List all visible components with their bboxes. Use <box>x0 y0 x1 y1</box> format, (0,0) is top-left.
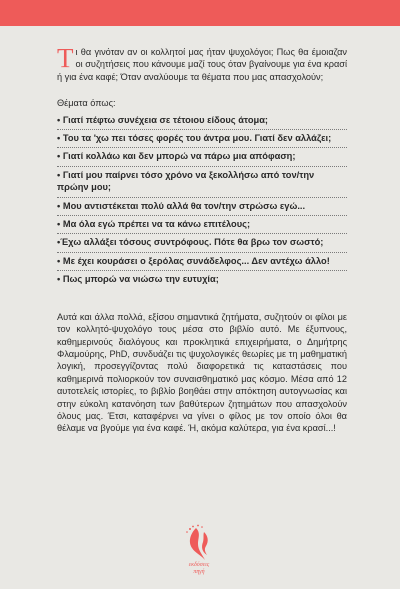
question-item: • Του τα 'χω πει τόσες φορές του άντρα μου. Γιατί δεν αλλάζει; <box>57 130 347 148</box>
questions-list <box>57 112 347 289</box>
question-item: • Με έχει κουράσει ο ξερόλας συνάδελφος... Δεν αντέχω άλλο! <box>57 253 347 271</box>
question-item: • Γιατί μου παίρνει τόσο χρόνο να ξεκολλήσω από τον/την πρώην μου; <box>57 167 347 198</box>
publisher-name-line2: πηγή <box>193 569 205 575</box>
back-cover-text <box>57 43 347 435</box>
question-item: • Μου αντιστέκεται πολύ αλλά θα τον/την στρώσω εγώ... <box>57 198 347 216</box>
publisher-mark-icon <box>174 524 224 564</box>
closing-paragraph: Αυτά και άλλα πολλά, εξίσου σημαντικά ζητήματα, συζητούν οι φίλοι με τον κολλητό-ψυχολόγο τους μέσα στο βιβλίο αυτό. Με έξυπνους, καθημερινούς διαλόγους και προκλητικά επιχειρήματα, ο Δημήτρης Φλαμούρης, PhD, συνδυάζει τις ψυχολογικές θεωρίες με τη μαθηματική λογική, προσεγγίζοντας πολύ διαφορετικά τις καταστάσεις που καθημερινά πολιορκούν τον συναισθηματικό μας κόσμο. Μέσα από 12 αυτοτελείς ιστορίες, το βιβλίο βοηθάει στην απόκτηση αυτογνωσίας και στην εύκολη κατανόηση των βαθύτερων ζητημάτων που απασχολούν όλους μας. Έτσι, καταφέρνει να γίνει ο φίλος με τον οποίο όλοι θα θέλαμε να βγούμε για ένα καφέ. Ή, ακόμα καλύτερα, για ένα κρασί...! <box>57 311 347 434</box>
intro-paragraph <box>57 43 347 83</box>
question-item: • Γιατί κολλάω και δεν μπορώ να πάρω μια απόφαση; <box>57 148 347 166</box>
question-item: • Πως μπορώ να νιώσω την ευτυχία; <box>57 274 219 285</box>
drop-cap: Τ <box>57 43 74 73</box>
publisher-logo <box>174 524 224 576</box>
topics-title: Θέματα όπως: <box>57 98 116 109</box>
question-item: • Γιατί πέφτω συνέχεια σε τέτοιου είδους άτομα; <box>57 112 347 130</box>
question-item: •Έχω αλλάξει τόσους συντρόφους. Πότε θα βρω τον σωστό; <box>57 234 347 252</box>
publisher-name-line1: εκδόσεις <box>188 562 210 568</box>
intro-text: ι θα γινόταν αν οι κολλητοί μας ήταν ψυχολόγοι; Πως θα έμοιαζαν οι συζητήσεις που κάνουμε μαζί τους όταν βγαίνουμε για ένα κρασί ή για ένα καφέ; Όταν αναλύουμε τα θέματα που μας απασχολούν; <box>57 47 347 82</box>
question-item: • Μα όλα εγώ πρέπει να τα κάνω επιτέλους; <box>57 216 347 234</box>
top-red-band <box>0 0 400 26</box>
